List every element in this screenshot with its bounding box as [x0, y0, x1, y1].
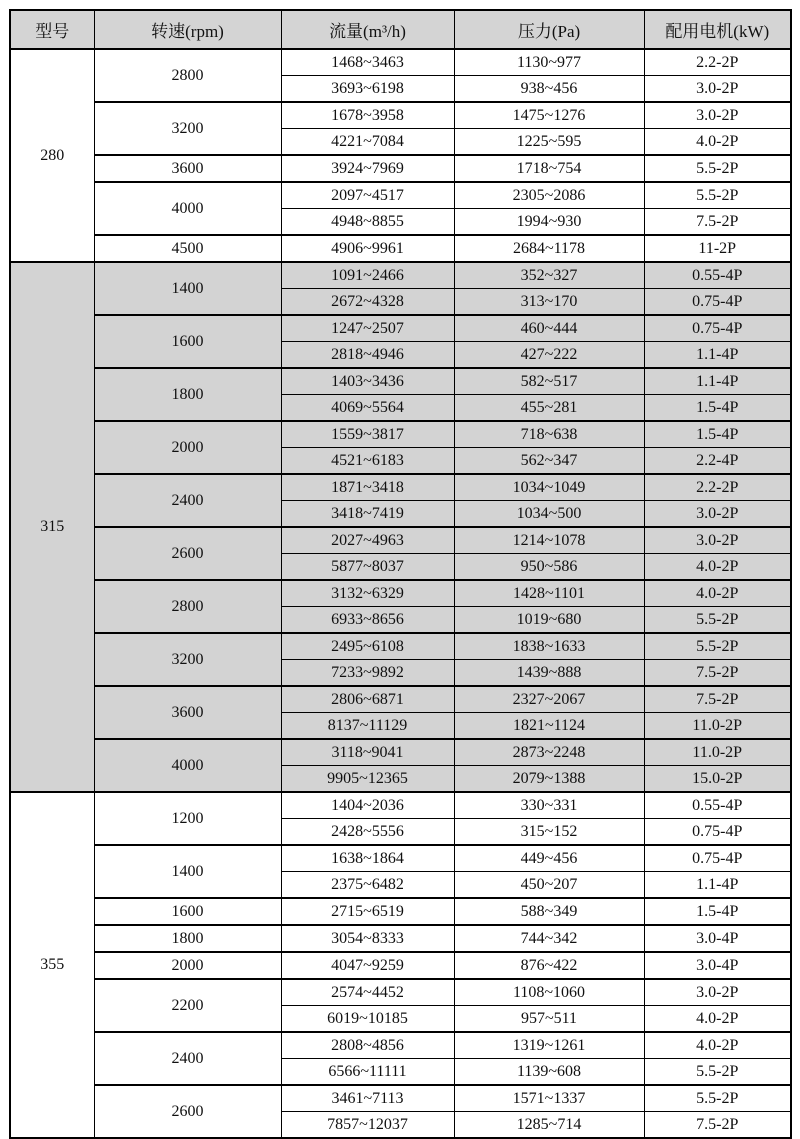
model-cell: 355 [10, 792, 94, 1138]
table-row [10, 315, 791, 342]
flow-cell: 3924~7969 [281, 155, 454, 182]
motor-cell: 1.1-4P [644, 872, 791, 899]
flow-cell: 4069~5564 [281, 395, 454, 422]
motor-cell: 3.0-4P [644, 952, 791, 979]
motor-cell: 7.5-2P [644, 660, 791, 687]
pressure-cell: 582~517 [454, 368, 644, 395]
motor-cell: 2.2-2P [644, 474, 791, 501]
flow-cell: 1247~2507 [281, 315, 454, 342]
pressure-cell: 1439~888 [454, 660, 644, 687]
flow-cell: 8137~11129 [281, 713, 454, 740]
fan-spec-table [9, 9, 792, 1139]
speed-cell: 2000 [94, 421, 281, 474]
pressure-cell: 455~281 [454, 395, 644, 422]
table-row [10, 527, 791, 554]
motor-cell: 11-2P [644, 235, 791, 262]
motor-cell: 5.5-2P [644, 633, 791, 660]
speed-cell: 2600 [94, 1085, 281, 1138]
flow-cell: 3132~6329 [281, 580, 454, 607]
motor-cell: 1.1-4P [644, 342, 791, 369]
table-row [10, 1032, 791, 1059]
motor-cell: 2.2-2P [644, 49, 791, 76]
table-row [10, 49, 791, 76]
header-flow: 流量(m³/h) [281, 10, 454, 49]
motor-cell: 3.0-2P [644, 501, 791, 528]
pressure-cell: 744~342 [454, 925, 644, 952]
table-row [10, 1085, 791, 1112]
header-row [10, 10, 791, 49]
flow-cell: 4047~9259 [281, 952, 454, 979]
spec-table-header [10, 10, 791, 49]
pressure-cell: 427~222 [454, 342, 644, 369]
pressure-cell: 1214~1078 [454, 527, 644, 554]
flow-cell: 1091~2466 [281, 262, 454, 289]
flow-cell: 2375~6482 [281, 872, 454, 899]
pressure-cell: 588~349 [454, 898, 644, 925]
motor-cell: 3.0-2P [644, 979, 791, 1006]
speed-cell: 3600 [94, 155, 281, 182]
motor-cell: 1.1-4P [644, 368, 791, 395]
motor-cell: 0.55-4P [644, 262, 791, 289]
flow-cell: 1468~3463 [281, 49, 454, 76]
header-motor: 配用电机(kW) [644, 10, 791, 49]
pressure-cell: 2873~2248 [454, 739, 644, 766]
motor-cell: 0.75-4P [644, 845, 791, 872]
flow-cell: 4948~8855 [281, 209, 454, 236]
motor-cell: 4.0-2P [644, 129, 791, 156]
pressure-cell: 352~327 [454, 262, 644, 289]
flow-cell: 6019~10185 [281, 1006, 454, 1033]
flow-cell: 2495~6108 [281, 633, 454, 660]
pressure-cell: 330~331 [454, 792, 644, 819]
pressure-cell: 2079~1388 [454, 766, 644, 793]
motor-cell: 0.75-4P [644, 315, 791, 342]
speed-cell: 1600 [94, 898, 281, 925]
pressure-cell: 957~511 [454, 1006, 644, 1033]
speed-cell: 3200 [94, 102, 281, 155]
pressure-cell: 718~638 [454, 421, 644, 448]
speed-cell: 2600 [94, 527, 281, 580]
motor-cell: 2.2-4P [644, 448, 791, 475]
speed-cell: 2400 [94, 1032, 281, 1085]
table-row [10, 421, 791, 448]
pressure-cell: 1718~754 [454, 155, 644, 182]
header-pressure: 压力(Pa) [454, 10, 644, 49]
motor-cell: 11.0-2P [644, 713, 791, 740]
motor-cell: 15.0-2P [644, 766, 791, 793]
table-row [10, 182, 791, 209]
pressure-cell: 1838~1633 [454, 633, 644, 660]
flow-cell: 2818~4946 [281, 342, 454, 369]
flow-cell: 1638~1864 [281, 845, 454, 872]
pressure-cell: 1428~1101 [454, 580, 644, 607]
motor-cell: 7.5-2P [644, 686, 791, 713]
speed-cell: 1400 [94, 845, 281, 898]
pressure-cell: 1571~1337 [454, 1085, 644, 1112]
table-row [10, 845, 791, 872]
table-row [10, 235, 791, 262]
pressure-cell: 950~586 [454, 554, 644, 581]
flow-cell: 4521~6183 [281, 448, 454, 475]
motor-cell: 3.0-2P [644, 102, 791, 129]
pressure-cell: 1821~1124 [454, 713, 644, 740]
flow-cell: 6566~11111 [281, 1059, 454, 1086]
pressure-cell: 1034~500 [454, 501, 644, 528]
table-row [10, 686, 791, 713]
speed-cell: 3200 [94, 633, 281, 686]
speed-cell: 4500 [94, 235, 281, 262]
pressure-cell: 2305~2086 [454, 182, 644, 209]
pressure-cell: 2327~2067 [454, 686, 644, 713]
motor-cell: 4.0-2P [644, 554, 791, 581]
flow-cell: 7857~12037 [281, 1112, 454, 1139]
flow-cell: 2097~4517 [281, 182, 454, 209]
pressure-cell: 1319~1261 [454, 1032, 644, 1059]
flow-cell: 5877~8037 [281, 554, 454, 581]
pressure-cell: 449~456 [454, 845, 644, 872]
flow-cell: 2806~6871 [281, 686, 454, 713]
speed-cell: 1800 [94, 368, 281, 421]
table-row [10, 739, 791, 766]
motor-cell: 5.5-2P [644, 155, 791, 182]
flow-cell: 3461~7113 [281, 1085, 454, 1112]
pressure-cell: 1130~977 [454, 49, 644, 76]
table-row [10, 633, 791, 660]
speed-cell: 4000 [94, 182, 281, 235]
table-row [10, 262, 791, 289]
motor-cell: 3.0-2P [644, 527, 791, 554]
motor-cell: 7.5-2P [644, 209, 791, 236]
model-cell: 280 [10, 49, 94, 262]
flow-cell: 3418~7419 [281, 501, 454, 528]
header-speed: 转速(rpm) [94, 10, 281, 49]
flow-cell: 2672~4328 [281, 289, 454, 316]
speed-cell: 2800 [94, 580, 281, 633]
flow-cell: 2574~4452 [281, 979, 454, 1006]
header-model: 型号 [10, 10, 94, 49]
flow-cell: 2808~4856 [281, 1032, 454, 1059]
motor-cell: 1.5-4P [644, 395, 791, 422]
pressure-cell: 1108~1060 [454, 979, 644, 1006]
speed-cell: 1800 [94, 925, 281, 952]
motor-cell: 5.5-2P [644, 607, 791, 634]
pressure-cell: 1225~595 [454, 129, 644, 156]
motor-cell: 0.75-4P [644, 819, 791, 846]
speed-cell: 3600 [94, 686, 281, 739]
pressure-cell: 562~347 [454, 448, 644, 475]
flow-cell: 3118~9041 [281, 739, 454, 766]
pressure-cell: 1139~608 [454, 1059, 644, 1086]
motor-cell: 4.0-2P [644, 1006, 791, 1033]
table-row [10, 952, 791, 979]
speed-cell: 4000 [94, 739, 281, 792]
flow-cell: 1871~3418 [281, 474, 454, 501]
pressure-cell: 1994~930 [454, 209, 644, 236]
motor-cell: 4.0-2P [644, 1032, 791, 1059]
flow-cell: 2027~4963 [281, 527, 454, 554]
motor-cell: 11.0-2P [644, 739, 791, 766]
motor-cell: 0.55-4P [644, 792, 791, 819]
flow-cell: 7233~9892 [281, 660, 454, 687]
table-row [10, 368, 791, 395]
pressure-cell: 1285~714 [454, 1112, 644, 1139]
speed-cell: 1200 [94, 792, 281, 845]
flow-cell: 1404~2036 [281, 792, 454, 819]
pressure-cell: 460~444 [454, 315, 644, 342]
motor-cell: 0.75-4P [644, 289, 791, 316]
flow-cell: 4221~7084 [281, 129, 454, 156]
model-cell: 315 [10, 262, 94, 792]
flow-cell: 6933~8656 [281, 607, 454, 634]
motor-cell: 3.0-2P [644, 76, 791, 103]
table-row [10, 925, 791, 952]
spec-table-body [10, 49, 791, 1138]
pressure-cell: 1034~1049 [454, 474, 644, 501]
flow-cell: 4906~9961 [281, 235, 454, 262]
motor-cell: 5.5-2P [644, 1059, 791, 1086]
pressure-cell: 313~170 [454, 289, 644, 316]
table-row [10, 155, 791, 182]
motor-cell: 4.0-2P [644, 580, 791, 607]
motor-cell: 7.5-2P [644, 1112, 791, 1139]
flow-cell: 9905~12365 [281, 766, 454, 793]
motor-cell: 1.5-4P [644, 421, 791, 448]
table-row [10, 102, 791, 129]
motor-cell: 5.5-2P [644, 182, 791, 209]
speed-cell: 1600 [94, 315, 281, 368]
flow-cell: 2715~6519 [281, 898, 454, 925]
pressure-cell: 938~456 [454, 76, 644, 103]
motor-cell: 1.5-4P [644, 898, 791, 925]
table-row [10, 792, 791, 819]
pressure-cell: 1475~1276 [454, 102, 644, 129]
pressure-cell: 315~152 [454, 819, 644, 846]
flow-cell: 1559~3817 [281, 421, 454, 448]
motor-cell: 5.5-2P [644, 1085, 791, 1112]
pressure-cell: 2684~1178 [454, 235, 644, 262]
pressure-cell: 876~422 [454, 952, 644, 979]
pressure-cell: 450~207 [454, 872, 644, 899]
flow-cell: 1403~3436 [281, 368, 454, 395]
speed-cell: 2200 [94, 979, 281, 1032]
speed-cell: 2000 [94, 952, 281, 979]
motor-cell: 3.0-4P [644, 925, 791, 952]
flow-cell: 3054~8333 [281, 925, 454, 952]
table-row [10, 474, 791, 501]
flow-cell: 3693~6198 [281, 76, 454, 103]
flow-cell: 2428~5556 [281, 819, 454, 846]
flow-cell: 1678~3958 [281, 102, 454, 129]
pressure-cell: 1019~680 [454, 607, 644, 634]
speed-cell: 1400 [94, 262, 281, 315]
table-row [10, 580, 791, 607]
speed-cell: 2400 [94, 474, 281, 527]
speed-cell: 2800 [94, 49, 281, 102]
table-row [10, 979, 791, 1006]
table-row [10, 898, 791, 925]
